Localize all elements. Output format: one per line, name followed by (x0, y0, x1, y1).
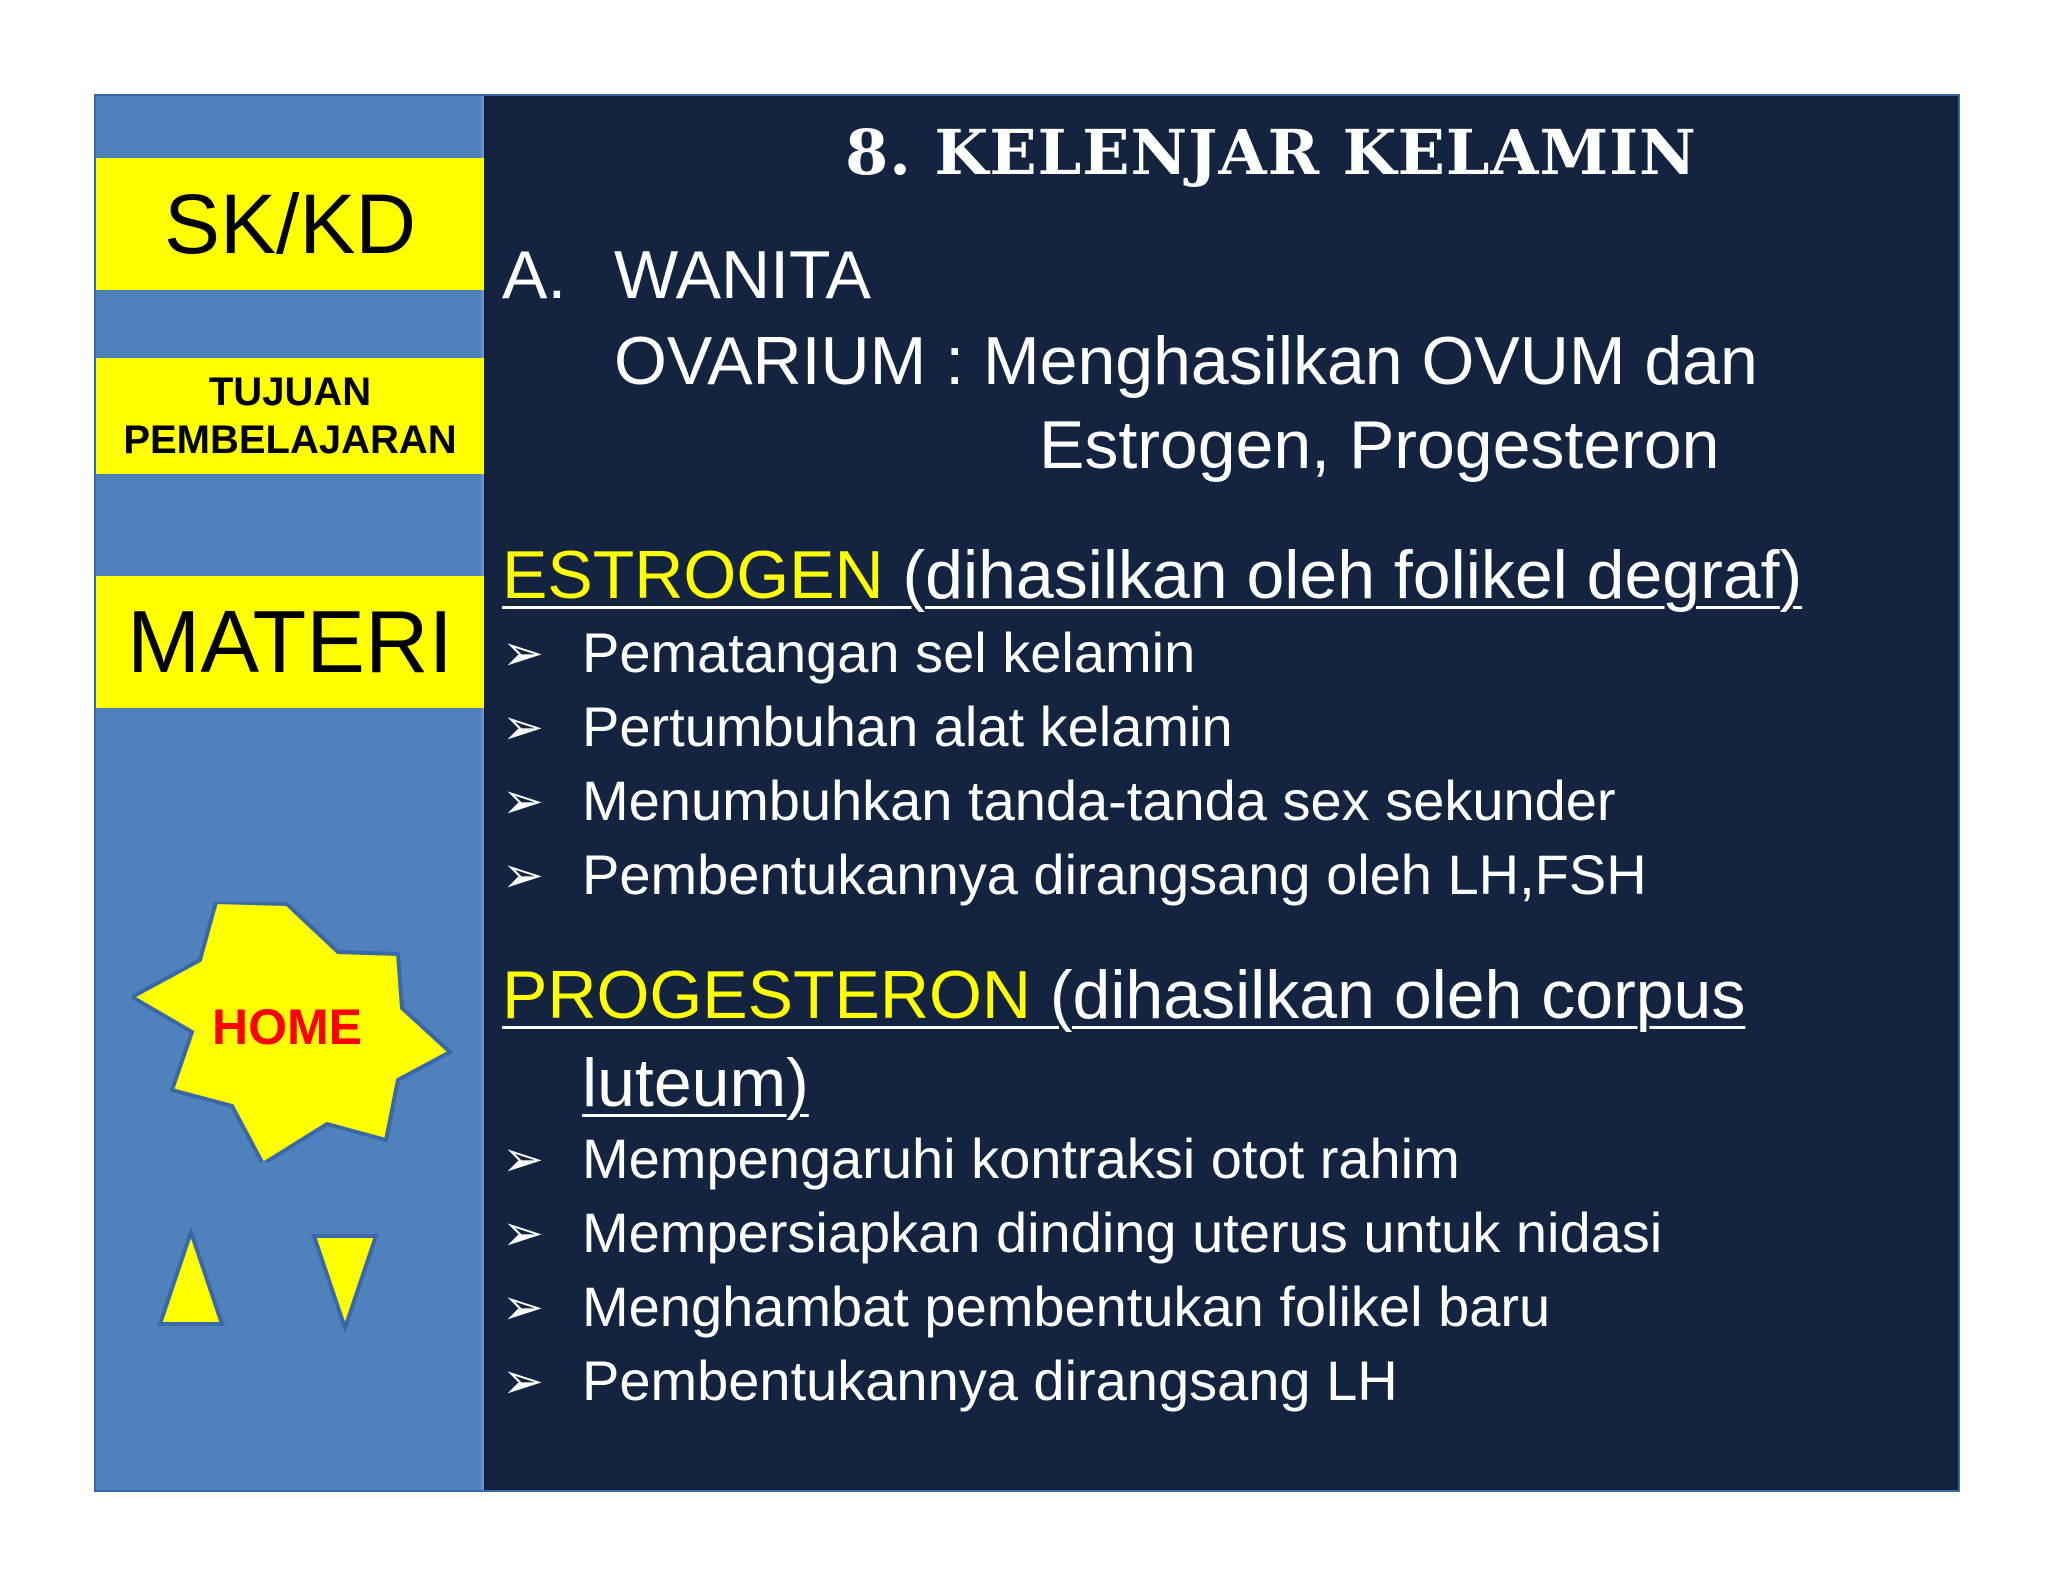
home-label: HOME (212, 999, 362, 1055)
slide (94, 94, 1960, 1492)
nav-skkd-button[interactable] (96, 158, 484, 290)
section-letter: A. (502, 237, 567, 313)
estrogen-item (502, 842, 1647, 907)
progesteron-item-text: Mempersiapkan dinding uterus untuk nidasi (582, 1201, 1663, 1264)
bullet-arrow-icon: ➢ (502, 772, 544, 829)
progesteron-item (502, 1274, 1550, 1339)
estrogen-note: (dihasilkan oleh folikel degraf) (883, 537, 1803, 613)
section-name: WANITA (614, 237, 871, 313)
progesteron-note-cont: luteum) (582, 1045, 809, 1121)
estrogen-item-text: Menumbuhkan tanda-tanda sex sekunder (582, 769, 1616, 832)
estrogen-name: ESTROGEN (502, 537, 884, 613)
bullet-arrow-icon: ➢ (502, 1130, 544, 1187)
nav-tujuan-button[interactable] (96, 358, 484, 474)
nav-materi-label: MATERI (127, 592, 453, 691)
estrogen-item (502, 620, 1195, 685)
estrogen-item-text: Pematangan sel kelamin (582, 621, 1196, 684)
progesteron-heading (502, 956, 1745, 1034)
progesteron-item-text: Pembentukannya dirangsang LH (582, 1349, 1398, 1412)
estrogen-item (502, 694, 1233, 759)
bullet-arrow-icon: ➢ (502, 624, 544, 681)
previous-arrow-icon[interactable] (156, 1228, 226, 1328)
estrogen-heading (502, 536, 1802, 614)
sidebar (96, 96, 484, 1490)
nav-skkd-label: SK/KD (163, 176, 417, 271)
progesteron-item (502, 1200, 1662, 1265)
estrogen-item (502, 768, 1616, 833)
bullet-arrow-icon: ➢ (502, 1204, 544, 1261)
nav-tujuan-label-line1: TUJUAN (208, 370, 372, 414)
ovarium-line-cont: Estrogen, Progesteron (1039, 407, 1720, 483)
ovarium-line: OVARIUM : Menghasilkan OVUM dan (614, 323, 1758, 399)
progesteron-name: PROGESTERON (502, 957, 1031, 1033)
home-button[interactable] (132, 902, 442, 1152)
bullet-arrow-icon: ➢ (502, 1352, 544, 1409)
bullet-arrow-icon: ➢ (502, 1278, 544, 1335)
progesteron-note: (dihasilkan oleh corpus (1030, 957, 1746, 1033)
nav-materi-button[interactable] (96, 576, 484, 708)
content-area (484, 96, 1958, 1490)
progesteron-heading-cont (582, 1044, 809, 1122)
estrogen-item-text: Pertumbuhan alat kelamin (582, 695, 1233, 758)
slide-title: 8. KELENJAR KELAMIN (845, 116, 1697, 189)
bullet-arrow-icon: ➢ (502, 846, 544, 903)
next-arrow-icon[interactable] (310, 1232, 380, 1332)
bullet-arrow-icon: ➢ (502, 698, 544, 755)
section-heading (502, 236, 871, 314)
estrogen-item-text: Pembentukannya dirangsang oleh LH,FSH (582, 843, 1647, 906)
progesteron-item (502, 1126, 1460, 1191)
progesteron-item-text: Menghambat pembentukan folikel baru (582, 1275, 1551, 1338)
progesteron-item-text: Mempengaruhi kontraksi otot rahim (582, 1127, 1460, 1190)
progesteron-item (502, 1348, 1398, 1413)
nav-tujuan-label-line2: PEMBELAJARAN (123, 418, 457, 462)
